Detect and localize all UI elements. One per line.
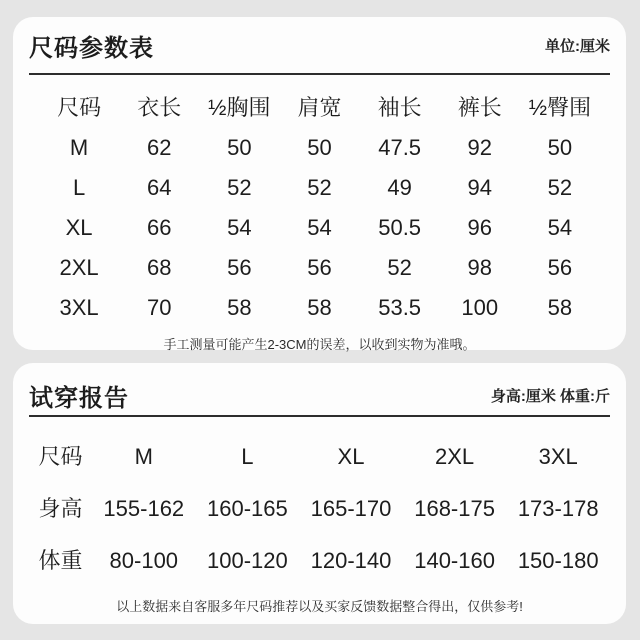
table-cell: 58 <box>547 295 573 320</box>
table-cell: 52 <box>227 175 252 200</box>
table-cell: 3XL <box>538 444 578 469</box>
size-label: XL <box>65 215 93 240</box>
table-cell: 160-165 <box>207 496 288 521</box>
size-table-row-xl <box>39 208 600 248</box>
table-cell: 50 <box>227 135 252 160</box>
size-table-row-3xl <box>39 288 600 328</box>
column-header: ½臀围 <box>528 95 592 120</box>
table-cell: 165-170 <box>310 496 392 521</box>
size-table-row-m <box>39 128 600 168</box>
table-cell: 70 <box>146 295 172 320</box>
row-label: 体重 <box>38 548 83 573</box>
size-label: M <box>69 135 89 160</box>
table-cell: 52 <box>307 175 332 200</box>
table-cell: 47.5 <box>378 135 422 160</box>
table-cell: 66 <box>146 215 172 240</box>
table-cell: 92 <box>467 135 493 160</box>
table-cell: 52 <box>547 175 573 200</box>
table-cell: 100 <box>461 295 499 320</box>
size-table-header <box>29 17 610 65</box>
size-table-card <box>13 17 626 350</box>
table-cell: 50 <box>307 135 332 160</box>
table-cell: 54 <box>547 215 573 240</box>
table-cell: 173-178 <box>517 496 599 521</box>
size-table-row-l <box>39 168 600 208</box>
table-cell: XL <box>337 444 365 469</box>
table-cell: 80-100 <box>109 548 179 573</box>
table-cell: 62 <box>146 135 172 160</box>
table-cell: 150-180 <box>517 548 599 573</box>
size-table-title: 尺码参数表 <box>29 34 154 62</box>
column-header: 裤长 <box>457 95 502 120</box>
fit-report-title: 试穿报告 <box>29 384 129 412</box>
fit-report-height-row <box>29 483 610 535</box>
column-header: 袖长 <box>377 95 422 120</box>
size-table <box>29 88 610 328</box>
column-header: ½胸围 <box>208 95 271 120</box>
table-cell: 56 <box>307 255 332 280</box>
table-cell: 64 <box>146 175 172 200</box>
table-cell: 140-160 <box>414 548 495 573</box>
fit-report-card <box>13 363 626 624</box>
size-table-row-2xl <box>39 248 600 288</box>
table-cell: 120-140 <box>310 548 392 573</box>
table-cell: 2XL <box>435 444 475 469</box>
table-cell: 56 <box>227 255 252 280</box>
size-label: 2XL <box>59 255 99 280</box>
table-cell: 58 <box>227 295 252 320</box>
fit-report-header <box>29 363 610 415</box>
divider <box>29 73 610 75</box>
table-cell: 54 <box>307 215 332 240</box>
table-cell: 49 <box>387 175 412 200</box>
table-cell: L <box>241 444 254 469</box>
table-cell: 50 <box>547 135 573 160</box>
table-cell: 100-120 <box>207 548 288 573</box>
size-table-column-headers <box>39 88 600 128</box>
fit-report-footnote: 以上数据来自客服多年尺码推荐以及买家反馈数据整合得出，仅供参考! <box>116 599 523 614</box>
table-cell: 54 <box>227 215 252 240</box>
fit-report-size-row <box>29 431 610 483</box>
column-header: 衣长 <box>137 95 182 120</box>
table-cell: 96 <box>467 215 493 240</box>
table-cell: 94 <box>467 175 493 200</box>
table-cell: M <box>134 444 153 469</box>
table-cell: 68 <box>146 255 172 280</box>
table-cell: 50.5 <box>378 215 422 240</box>
table-cell: 52 <box>387 255 412 280</box>
size-label: L <box>72 175 86 200</box>
row-label: 身高 <box>38 496 83 521</box>
size-table-unit-note: 单位:厘米 <box>545 37 610 55</box>
table-cell: 98 <box>467 255 493 280</box>
size-label: 3XL <box>59 295 99 320</box>
fit-report-table <box>29 431 610 587</box>
table-cell: 155-162 <box>103 496 185 521</box>
table-cell: 53.5 <box>378 295 422 320</box>
fit-report-unit-note: 身高:厘米 体重:斤 <box>490 387 610 405</box>
table-cell: 58 <box>307 295 332 320</box>
table-cell: 168-175 <box>414 496 495 521</box>
fit-report-weight-row <box>29 535 610 587</box>
column-header: 尺码 <box>57 95 102 120</box>
column-header: 肩宽 <box>297 95 342 120</box>
table-cell: 56 <box>547 255 573 280</box>
divider <box>29 415 610 417</box>
size-table-footnote: 手工测量可能产生2-3CM的误差，以收到实物为准哦。 <box>163 337 476 352</box>
row-label: 尺码 <box>38 444 83 469</box>
